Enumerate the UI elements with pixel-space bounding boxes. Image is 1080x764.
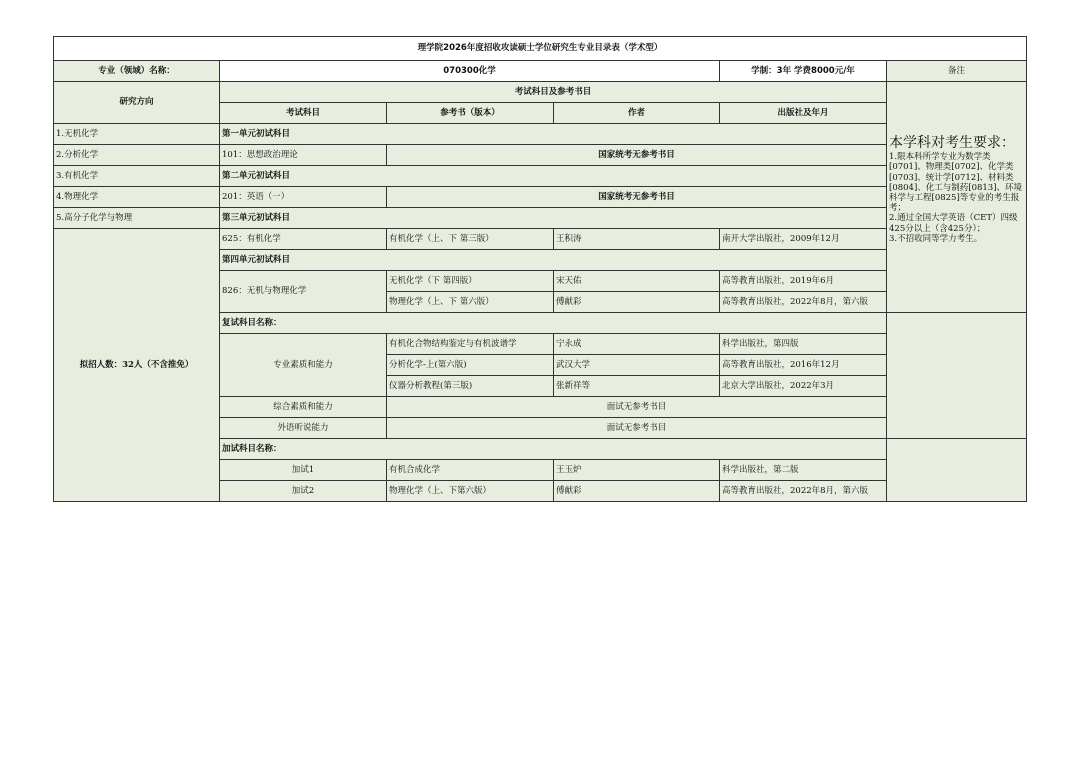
requirement-item: 2.通过全国大学英语（CET）四级425分以上（含425分）； xyxy=(889,213,1018,234)
research-item: 3.有机化学 xyxy=(54,166,220,187)
extra-label: 加试科目名称： xyxy=(220,439,887,460)
retest-comprehensive: 综合素质和能力 xyxy=(220,397,387,418)
retest-foreign-note: 面试无参考书目 xyxy=(387,418,887,439)
requirement-item: 3.不招收同等学力考生。 xyxy=(889,233,983,244)
extra-book: 有机合成化学 xyxy=(387,460,554,481)
unit3-subject: 625：有机化学 xyxy=(220,229,387,250)
research-item: 4.物理化学 xyxy=(54,187,220,208)
unit2-subject: 201：英语（一） xyxy=(220,187,387,208)
unit4-subject: 826：无机与物理化学 xyxy=(220,271,387,313)
research-item: 1.无机化学 xyxy=(54,124,220,145)
extra-name: 加试1 xyxy=(220,460,387,481)
unit4-book: 无机化学（下 第四版） xyxy=(387,271,554,292)
unit4-author: 宋天佑 xyxy=(554,271,720,292)
research-direction-label: 研究方向 xyxy=(54,82,220,124)
unit1-subject: 101：思想政治理论 xyxy=(220,145,387,166)
unit1-note: 国家统考无参考书目 xyxy=(387,145,887,166)
extra-publisher: 科学出版社，第二版 xyxy=(720,460,887,481)
extra-book: 物理化学（上、下第六版） xyxy=(387,481,554,502)
unit4-label: 第四单元初试科目 xyxy=(220,250,887,271)
requirements-panel xyxy=(887,82,1027,313)
extra-author: 傅献彩 xyxy=(554,481,720,502)
unit4-book: 物理化学（上、下 第六版） xyxy=(387,292,554,313)
col-author-header: 作者 xyxy=(554,103,720,124)
unit2-note: 国家统考无参考书目 xyxy=(387,187,887,208)
catalog-table xyxy=(53,36,1027,502)
research-item: 5.高分子化学与物理 xyxy=(54,208,220,229)
retest-book: 分析化学-上(第六版) xyxy=(387,355,554,376)
requirements-heading: 本学科对考生要求： xyxy=(889,135,1015,151)
col-publisher-header: 出版社及年月 xyxy=(720,103,887,124)
retest-publisher: 北京大学出版社，2022年3月 xyxy=(720,376,887,397)
unit3-publisher: 南开大学出版社，2009年12月 xyxy=(720,229,887,250)
remarks-cell xyxy=(887,313,1027,439)
retest-publisher: 高等教育出版社，2016年12月 xyxy=(720,355,887,376)
extra-author: 王玉炉 xyxy=(554,460,720,481)
retest-comprehensive-note: 面试无参考书目 xyxy=(387,397,887,418)
major-label: 专业（领域）名称： xyxy=(54,61,220,82)
extra-name: 加试2 xyxy=(220,481,387,502)
unit4-author: 傅献彩 xyxy=(554,292,720,313)
unit3-author: 王积涛 xyxy=(554,229,720,250)
duration-fee: 学制：3年 学费8000元/年 xyxy=(720,61,887,82)
retest-book: 仪器分析教程(第三版) xyxy=(387,376,554,397)
enrollment-count: 拟招人数：32人（不含推免） xyxy=(54,229,220,502)
unit4-publisher: 高等教育出版社，2019年6月 xyxy=(720,271,887,292)
requirement-item: 1.限本科所学专业为数学类[0701]、物理类[0702]、化学类[0703]、统计学[0712]、材料类[0804]、化工与制药[0813]、环境科学与工程[0825]等专业的考生报考； xyxy=(889,152,1023,214)
major-value: 070300化学 xyxy=(220,61,720,82)
unit3-book: 有机化学（上、下 第三版） xyxy=(387,229,554,250)
page-title: 理学院2026年度招收攻读硕士学位研究生专业目录表（学术型） xyxy=(54,37,1027,61)
remarks-cell xyxy=(887,439,1027,502)
remarks-label: 备注 xyxy=(887,61,1027,82)
retest-foreign: 外语听说能力 xyxy=(220,418,387,439)
col-book-header: 参考书（版本） xyxy=(387,103,554,124)
retest-author: 宁永成 xyxy=(554,334,720,355)
research-item: 2.分析化学 xyxy=(54,145,220,166)
unit2-label: 第二单元初试科目 xyxy=(220,166,887,187)
retest-author: 张新祥等 xyxy=(554,376,720,397)
unit1-label: 第一单元初试科目 xyxy=(220,124,887,145)
extra-publisher: 高等教育出版社，2022年8月，第六版 xyxy=(720,481,887,502)
exam-group-header: 考试科目及参考书目 xyxy=(220,82,887,103)
retest-book: 有机化合物结构鉴定与有机波谱学 xyxy=(387,334,554,355)
retest-author: 武汉大学 xyxy=(554,355,720,376)
retest-professional: 专业素质和能力 xyxy=(220,334,387,397)
retest-publisher: 科学出版社，第四版 xyxy=(720,334,887,355)
unit3-label: 第三单元初试科目 xyxy=(220,208,887,229)
unit4-publisher: 高等教育出版社，2022年8月，第六版 xyxy=(720,292,887,313)
retest-label: 复试科目名称： xyxy=(220,313,887,334)
col-subject-header: 考试科目 xyxy=(220,103,387,124)
